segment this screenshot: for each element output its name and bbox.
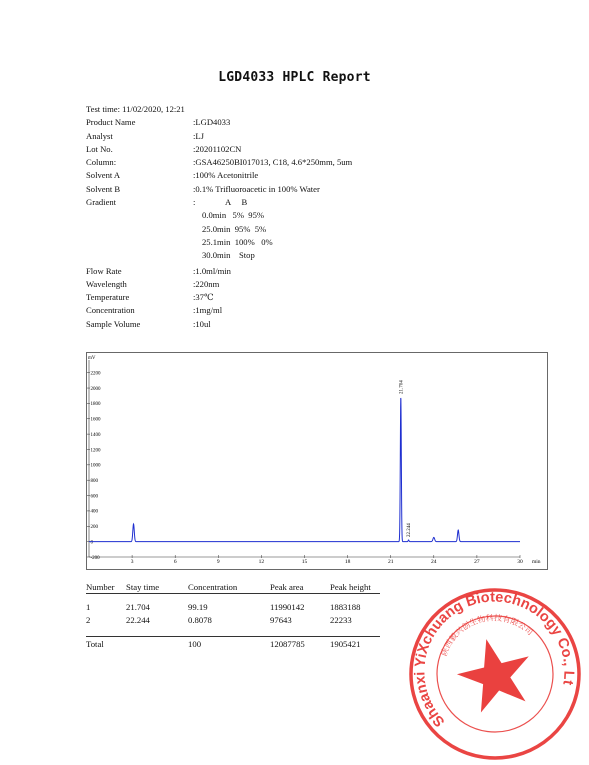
field-value: :1.0ml/min [193,265,231,276]
field-label: Concentration [86,305,135,316]
y-tick-label: 1600 [90,417,101,423]
field-label: Flow Rate [86,265,122,276]
table-cell [126,637,188,651]
field-label: Lot No. [86,143,113,154]
field-row [86,130,352,143]
gradient-row: 25.1min 100% 0% [202,236,273,247]
y-axis-label: mV [88,356,96,361]
field-label: Column: [86,157,117,168]
x-tick-label: 12 [258,559,265,565]
y-tick-label: 200 [90,525,98,531]
x-tick-label: 15 [301,559,308,565]
gradient-row: 0.0min 5% 95% [202,210,265,221]
report-title: LGD4033 HPLC Report [218,70,371,85]
field-label: Wavelength [86,278,127,289]
field-label: Solvent A [86,170,121,181]
y-tick-label: 800 [90,479,98,484]
field-value: :220nm [193,278,220,289]
field-row [86,143,352,156]
table-cell: 22233 [330,614,352,625]
field-row [86,156,352,169]
field-value: :0.1% Trifluoroacetic in 100% Water [193,183,320,194]
seal-star-icon [450,630,539,716]
total-label: Total [86,638,104,649]
field-value: : A B [193,197,248,208]
table-cell: 21.704 [126,601,150,612]
y-tick-label: -200 [90,555,100,561]
table-cell: 11990142 [270,601,305,612]
y-tick-label: 2200 [90,371,101,377]
y-tick-label: 1800 [90,402,101,408]
seal-inner-text: 陕西毅兴创生物科技有限公司 [439,613,535,658]
field-value: :1mg/ml [193,305,223,316]
table-cell: 97643 [270,614,292,625]
x-axis [89,555,523,565]
field-row [86,196,352,209]
field-value: :10ul [193,318,211,329]
table-header-row [86,580,380,594]
table-row [86,613,380,626]
field-label: Gradient [86,197,117,208]
field-row [86,116,352,129]
table-row [86,600,380,613]
chromatogram-chart [86,352,548,570]
table-rule [86,626,380,637]
field-value: :LJ [193,130,204,141]
gradient-row: 25.0min 95% 5% [202,223,267,234]
table-total-row [86,637,380,651]
x-tick-label: 18 [344,559,351,565]
field-value: :20201102CN [193,143,242,154]
x-tick-label: 9 [216,559,220,565]
field-value: :LGD4033 [193,117,231,128]
y-tick-label: 0 [90,540,93,546]
table-cell: 2 [86,614,91,625]
field-value: :100% Acetonitrile [193,170,259,181]
y-tick-label: 1200 [90,448,101,454]
x-tick-label: 21 [387,559,394,565]
chart-frame [87,353,548,570]
results-table [86,580,380,650]
total-peak-area: 12087785 [270,638,305,649]
test-time [86,103,352,116]
field-label: Solvent B [86,183,121,194]
table-cell: 22.244 [126,614,150,625]
field-value: :37℃ [193,292,214,303]
total-concentration: 100 [188,638,202,649]
company-seal-stamp [407,586,583,762]
header-peak-area: Peak area [270,581,304,592]
field-row [86,278,352,291]
peak-label: 22.244 [407,523,413,537]
test-time-text: Test time: 11/02/2020, 12:21 [86,104,185,114]
x-tick-label: 27 [474,559,480,565]
gradient-row: 30.0min Stop [202,250,255,261]
y-tick-label: 1000 [90,463,101,469]
field-row [86,291,352,304]
y-tick-label: 400 [90,509,98,515]
x-tick-label: 6 [173,559,177,565]
y-tick-label: 2000 [90,386,101,392]
x-tick-label: 24 [431,559,437,565]
total-peak-height: 1905421 [330,638,361,649]
field-row [86,169,352,182]
field-label: Analyst [86,130,113,141]
seal-outer-text: Shaanxi YiXchuang Biotechnology Co., Ltd [412,589,577,730]
table-cell: 1883188 [330,601,361,612]
peak-label: 21.704 [399,380,405,395]
header-peak-height: Peak height [330,581,371,592]
table-cell: 1 [86,601,91,612]
field-value: :GSA46250BI017013, C18, 4.6*250mm, 5um [193,157,353,168]
field-label: Temperature [86,292,130,303]
report-info [86,103,352,331]
y-axis [87,360,101,561]
x-tick-label: 3 [130,559,134,565]
table-cell: 0.8078 [188,614,212,625]
y-tick-label: 1400 [90,432,101,438]
header-number: Number [86,581,115,592]
table-cell: 99.19 [188,601,208,612]
field-row [86,304,352,317]
chromatogram-trace [89,398,520,542]
header-stay-time: Stay time [126,581,160,592]
y-tick-label: 600 [90,494,98,500]
x-axis-label: min [532,559,541,565]
x-tick-label: 30 [517,559,523,565]
field-row [86,183,352,196]
field-label: Product Name [86,117,136,128]
field-row [86,265,352,278]
field-row [86,318,352,331]
field-label: Sample Volume [86,318,141,329]
header-concentration: Concentration [188,581,238,592]
